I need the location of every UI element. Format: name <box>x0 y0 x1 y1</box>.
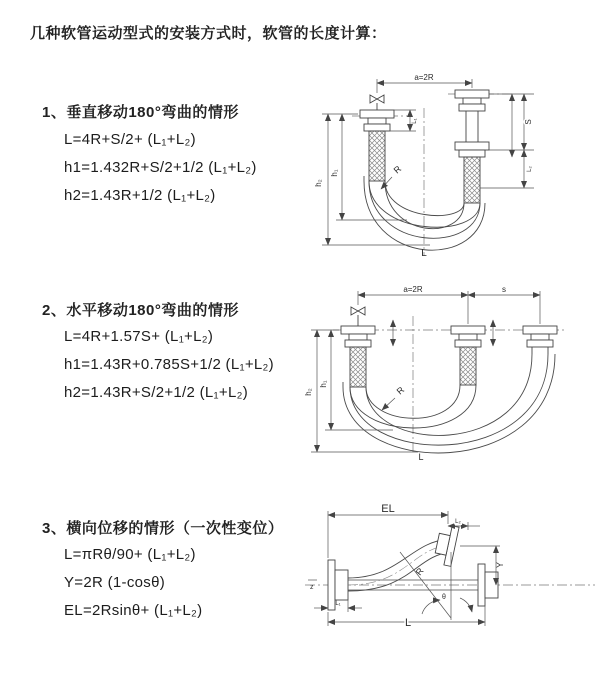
section3-formula-L: L=πRθ/90+ (L₁+L₂) <box>64 546 196 563</box>
dim-el <box>328 511 448 558</box>
diagram-vertical-180-bend <box>312 68 592 260</box>
valve-icon <box>370 95 384 110</box>
left-braided-hose <box>350 347 366 387</box>
dim-label-theta: θ <box>442 594 446 601</box>
dim-label-l1: L₁ <box>335 601 341 607</box>
tilted-flange <box>433 524 459 567</box>
right-flange <box>523 326 557 347</box>
ghost-right-flange <box>478 564 498 606</box>
left-flange <box>341 326 375 347</box>
right-hose-stub <box>532 347 548 354</box>
valve-icon <box>351 307 365 326</box>
dim-label-s: s <box>502 285 506 294</box>
dim-label-r: R <box>413 565 426 578</box>
dim-label-r: R <box>391 163 404 176</box>
dim-label-y: Y <box>495 561 505 569</box>
left-braided-hose <box>369 131 385 181</box>
dim-label-a2r: a=2R <box>403 285 423 294</box>
dim-label-l2: L₂ <box>455 519 461 525</box>
right-flange-lower <box>455 142 489 157</box>
section1-heading: 1、垂直移动180°弯曲的情形 <box>42 104 239 121</box>
dim-label-s: S <box>524 119 533 125</box>
section2-formula-L: L=4R+1.57S+ (L₁+L₂) <box>64 328 214 345</box>
dim-label-h1: h₁ <box>319 380 328 388</box>
section1-formula-h1: h1=1.432R+S/2+1/2 (L₁+L₂) <box>64 159 257 176</box>
section1-formula-L: L=4R+S/2+ (L₁+L₂) <box>64 131 196 148</box>
right-pipe <box>466 111 478 142</box>
section2-formula-h1: h1=1.43R+0.785S+1/2 (L₁+L₂) <box>64 356 274 373</box>
section3-formula-EL: EL=2Rsinθ+ (L₁+L₂) <box>64 602 203 619</box>
left-flange <box>360 110 394 131</box>
dim-label-h2: h₂ <box>304 388 313 396</box>
right-braided-hose <box>464 157 480 203</box>
section3-formula-Y: Y=2R (1-cosθ) <box>64 574 166 591</box>
dim-label-l: L <box>421 248 427 259</box>
middle-flange <box>451 326 485 347</box>
dim-label-l1: L₁ <box>412 118 418 124</box>
dim-label-l: L <box>418 452 424 462</box>
dim-label-r: R <box>394 384 407 397</box>
angle-construction <box>400 552 472 620</box>
radius-leader <box>382 398 395 410</box>
section3-heading: 3、横向位移的情形（一次性变位） <box>42 520 284 537</box>
dim-label-h2: h₂ <box>314 179 323 187</box>
section2-formula-h2: h2=1.43R+S/2+1/2 (L₁+L₂) <box>64 384 249 401</box>
dim-label-h1: h₁ <box>330 169 339 177</box>
dim-label-el: EL <box>381 503 395 515</box>
dim-label-l-main: L <box>404 617 412 629</box>
diagram-horizontal-180-bend <box>303 282 600 462</box>
dim-a-2r <box>358 291 540 324</box>
right-flange-upper <box>455 90 489 111</box>
section2-heading: 2、水平移动180°弯曲的情形 <box>42 302 239 319</box>
section1-formula-h2: h2=1.43R+1/2 (L₁+L₂) <box>64 187 216 204</box>
middle-braided-hose <box>460 347 476 385</box>
dim-label-l2: L₂ <box>527 166 533 172</box>
centerline-mark: z <box>310 584 314 591</box>
dim-l2 <box>480 150 534 188</box>
diagram-lateral-displacement <box>300 500 600 652</box>
dim-label-a2r: a=2R <box>414 73 434 82</box>
hose-u-curves <box>343 354 555 453</box>
page-title: 几种软管运动型式的安装方式时，软管的长度计算： <box>30 25 387 42</box>
